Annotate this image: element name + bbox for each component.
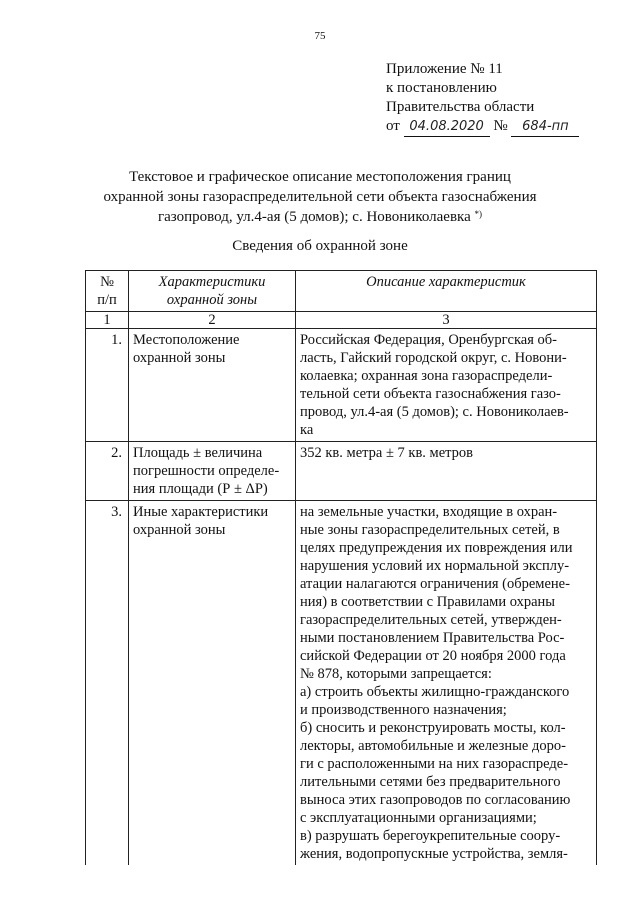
row-1-characteristic bbox=[129, 329, 296, 442]
header-characteristics-line-1: Характеристики bbox=[158, 274, 266, 290]
text-line: сийской Федерации от 20 ноября 2000 года bbox=[300, 648, 566, 664]
text-line: ными постановлением Правительства Рос- bbox=[300, 630, 565, 646]
text-line: атации налагаются ограничения (обремене- bbox=[300, 576, 570, 592]
header-characteristics bbox=[129, 271, 296, 312]
text-line: 352 кв. метра ± 7 кв. метров bbox=[300, 445, 474, 461]
row-2-number: 2. bbox=[86, 442, 129, 501]
appendix-resolution: к постановлению bbox=[386, 80, 497, 96]
row-3-description bbox=[296, 501, 597, 866]
title-line-1: Текстовое и графическое описание местоположения границ bbox=[129, 169, 511, 185]
text-line: лекторы, автомобильные и железные доро- bbox=[300, 738, 566, 754]
text-line: Иные характеристики bbox=[133, 504, 269, 520]
row-1-description bbox=[296, 329, 597, 442]
text-line: газораспределительных сетей, утвержден- bbox=[300, 612, 562, 628]
text-line: выноса этих газопроводов по согласованию bbox=[300, 792, 571, 808]
text-line: ния площади (Р ± ΔР) bbox=[133, 481, 268, 497]
text-line: с эксплуатационными организациями; bbox=[300, 810, 537, 826]
text-line: ния) в соответствии с Правилами охраны bbox=[300, 594, 556, 610]
text-line: ги с расположенными на них газораспреде- bbox=[300, 756, 569, 772]
table-row bbox=[86, 501, 597, 866]
header-no bbox=[86, 271, 129, 312]
text-line: погрешности определе- bbox=[133, 463, 280, 479]
text-line: колаевка; охранная зона газораспредели- bbox=[300, 368, 553, 384]
row-2-characteristic bbox=[129, 442, 296, 501]
text-line: Российская Федерация, Оренбургская об- bbox=[300, 332, 557, 348]
text-line: ные зоны газораспределительных сетей, в bbox=[300, 522, 560, 538]
appendix-title: Приложение № 11 bbox=[386, 61, 503, 77]
title-line-3 bbox=[0, 207, 640, 227]
row-1-number: 1. bbox=[86, 329, 129, 442]
footnote-mark: *) bbox=[474, 209, 483, 219]
header-row bbox=[86, 271, 597, 312]
handwritten-number: 684-пп bbox=[511, 117, 579, 137]
text-line: лительными сетями без предварительного bbox=[300, 774, 561, 790]
table-row bbox=[86, 442, 597, 501]
header-no-line-1: № bbox=[100, 274, 114, 290]
table-row bbox=[86, 329, 597, 442]
text-line: охранной зоны bbox=[133, 522, 226, 538]
appendix-block bbox=[386, 60, 626, 137]
title-line-3-text: газопровод, ул.4-ая (5 домов); с. Новониколаевка bbox=[157, 209, 471, 225]
text-line: целях предупреждения их повреждения или bbox=[300, 540, 573, 556]
row-3-number: 3. bbox=[86, 501, 129, 866]
header-characteristics-line-2: охранной зоны bbox=[166, 292, 258, 308]
text-line: на земельные участки, входящие в охран- bbox=[300, 504, 558, 520]
title-line-2: охранной зоны газораспределительной сети объекта газоснабжения bbox=[103, 189, 537, 205]
column-number-1: 1 bbox=[86, 312, 129, 329]
appendix-date-row bbox=[386, 117, 626, 137]
handwritten-date: 04.08.2020 bbox=[404, 117, 490, 137]
text-line: и производственного назначения; bbox=[300, 702, 507, 718]
text-line: а) строить объекты жилищно-гражданского bbox=[300, 684, 570, 700]
column-number-row bbox=[86, 312, 597, 329]
appendix-government: Правительства области bbox=[386, 99, 535, 115]
text-line: Площадь ± величина bbox=[133, 445, 263, 461]
number-sign: № bbox=[493, 118, 508, 134]
header-description: Описание характеристик bbox=[296, 271, 597, 312]
document-title bbox=[0, 167, 640, 227]
text-line: тельной сети объекта газоснабжения газо- bbox=[300, 386, 561, 402]
text-line: в) разрушать берегоукрепительные соору- bbox=[300, 828, 561, 844]
column-number-3: 3 bbox=[296, 312, 597, 329]
protection-zone-table bbox=[85, 270, 597, 865]
row-3-characteristic bbox=[129, 501, 296, 866]
row-2-description bbox=[296, 442, 597, 501]
text-line: б) сносить и реконструировать мосты, кол- bbox=[300, 720, 566, 736]
header-no-line-2: п/п bbox=[97, 292, 117, 308]
text-line: № 878, которыми запрещается: bbox=[300, 666, 492, 682]
text-line: ласть, Гайский городской округ, с. Новони- bbox=[300, 350, 567, 366]
section-subtitle: Сведения об охранной зоне bbox=[232, 238, 408, 254]
text-line: ка bbox=[300, 422, 314, 438]
text-line: охранной зоны bbox=[133, 350, 226, 366]
text-line: Местоположение bbox=[133, 332, 240, 348]
text-line: нарушения условий их нормальной эксплу- bbox=[300, 558, 570, 574]
date-prefix: от bbox=[386, 118, 400, 134]
page-number: 75 bbox=[314, 30, 326, 42]
text-line: провод, ул.4-ая (5 домов); с. Новониколаев- bbox=[300, 404, 569, 420]
text-line: жения, водопропускные устройства, земля- bbox=[300, 846, 568, 862]
column-number-2: 2 bbox=[129, 312, 296, 329]
